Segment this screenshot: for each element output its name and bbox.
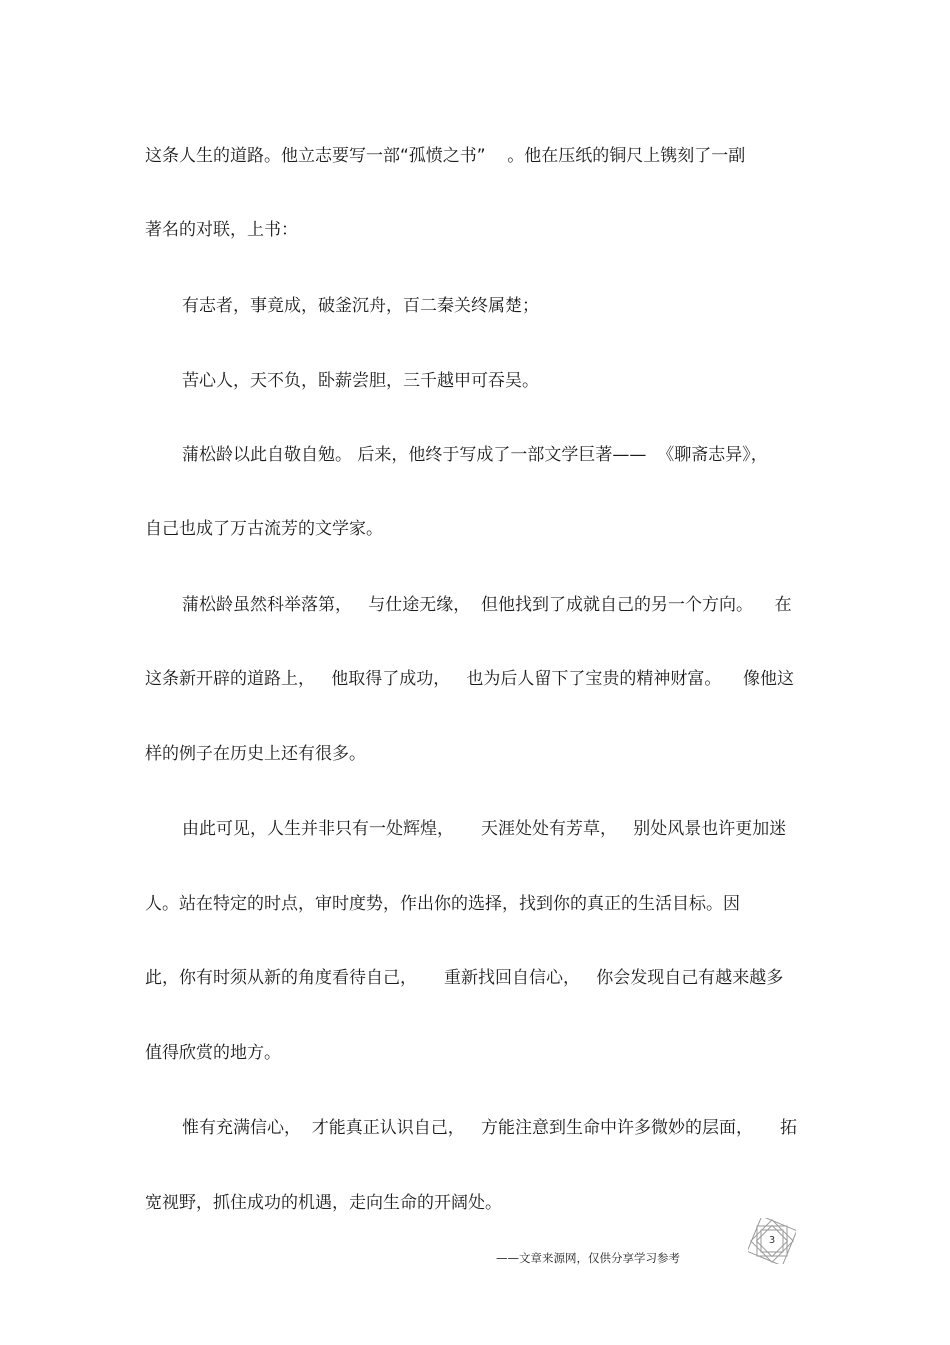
couplet-second-line: 苦心人，天不负，卧薪尝胆，三千越甲可吞吴。 bbox=[182, 371, 539, 391]
body-line-8: 这条新开辟的道路上， 他取得了成功， 也为后人留下了宝贵的精神财富。 像他这 bbox=[145, 669, 795, 689]
body-line-1: 这条人生的道路。他立志要写一部“孤愤之书” 。他在压纸的铜尺上镌刻了一副 bbox=[145, 146, 746, 166]
body-line-6: 自己也成了万古流芳的文学家。 bbox=[145, 519, 383, 539]
body-line-7: 蒲松龄虽然科举落第， 与仕途无缘， 但他找到了成就自己的另一个方向。 在 bbox=[182, 595, 792, 615]
body-line-12: 此，你有时须从新的角度看待自己， 重新找回自信心， 你会发现自己有越来越多 bbox=[145, 968, 784, 988]
page-number-badge bbox=[748, 1218, 796, 1264]
couplet-first-line: 有志者，事竟成，破釜沉舟，百二秦关终属楚； bbox=[182, 296, 539, 316]
footer-source-note: ——文章来源网，仅供分享学习参考 bbox=[496, 1251, 680, 1265]
page-number: 3 bbox=[768, 1235, 776, 1246]
body-line-14: 惟有充满信心， 才能真正认识自己， 方能注意到生命中许多微妙的层面， 拓 bbox=[182, 1118, 798, 1138]
body-line-10: 由此可见，人生并非只有一处辉煌， 天涯处处有芳草， 别处风景也许更加迷 bbox=[182, 819, 787, 839]
body-line-13: 值得欣赏的地方。 bbox=[145, 1043, 281, 1063]
body-line-5: 蒲松龄以此自敬自勉。 后来，他终于写成了一部文学巨著—— 《聊斋志异》， bbox=[182, 445, 768, 465]
body-line-2: 著名的对联，上书： bbox=[145, 220, 298, 240]
body-line-15: 宽视野，抓住成功的机遇，走向生命的开阔处。 bbox=[145, 1193, 502, 1213]
body-line-11: 人。站在特定的时点，审时度势，作出你的选择，找到你的真正的生活目标。因 bbox=[145, 894, 740, 914]
body-line-9: 样的例子在历史上还有很多。 bbox=[145, 744, 366, 764]
